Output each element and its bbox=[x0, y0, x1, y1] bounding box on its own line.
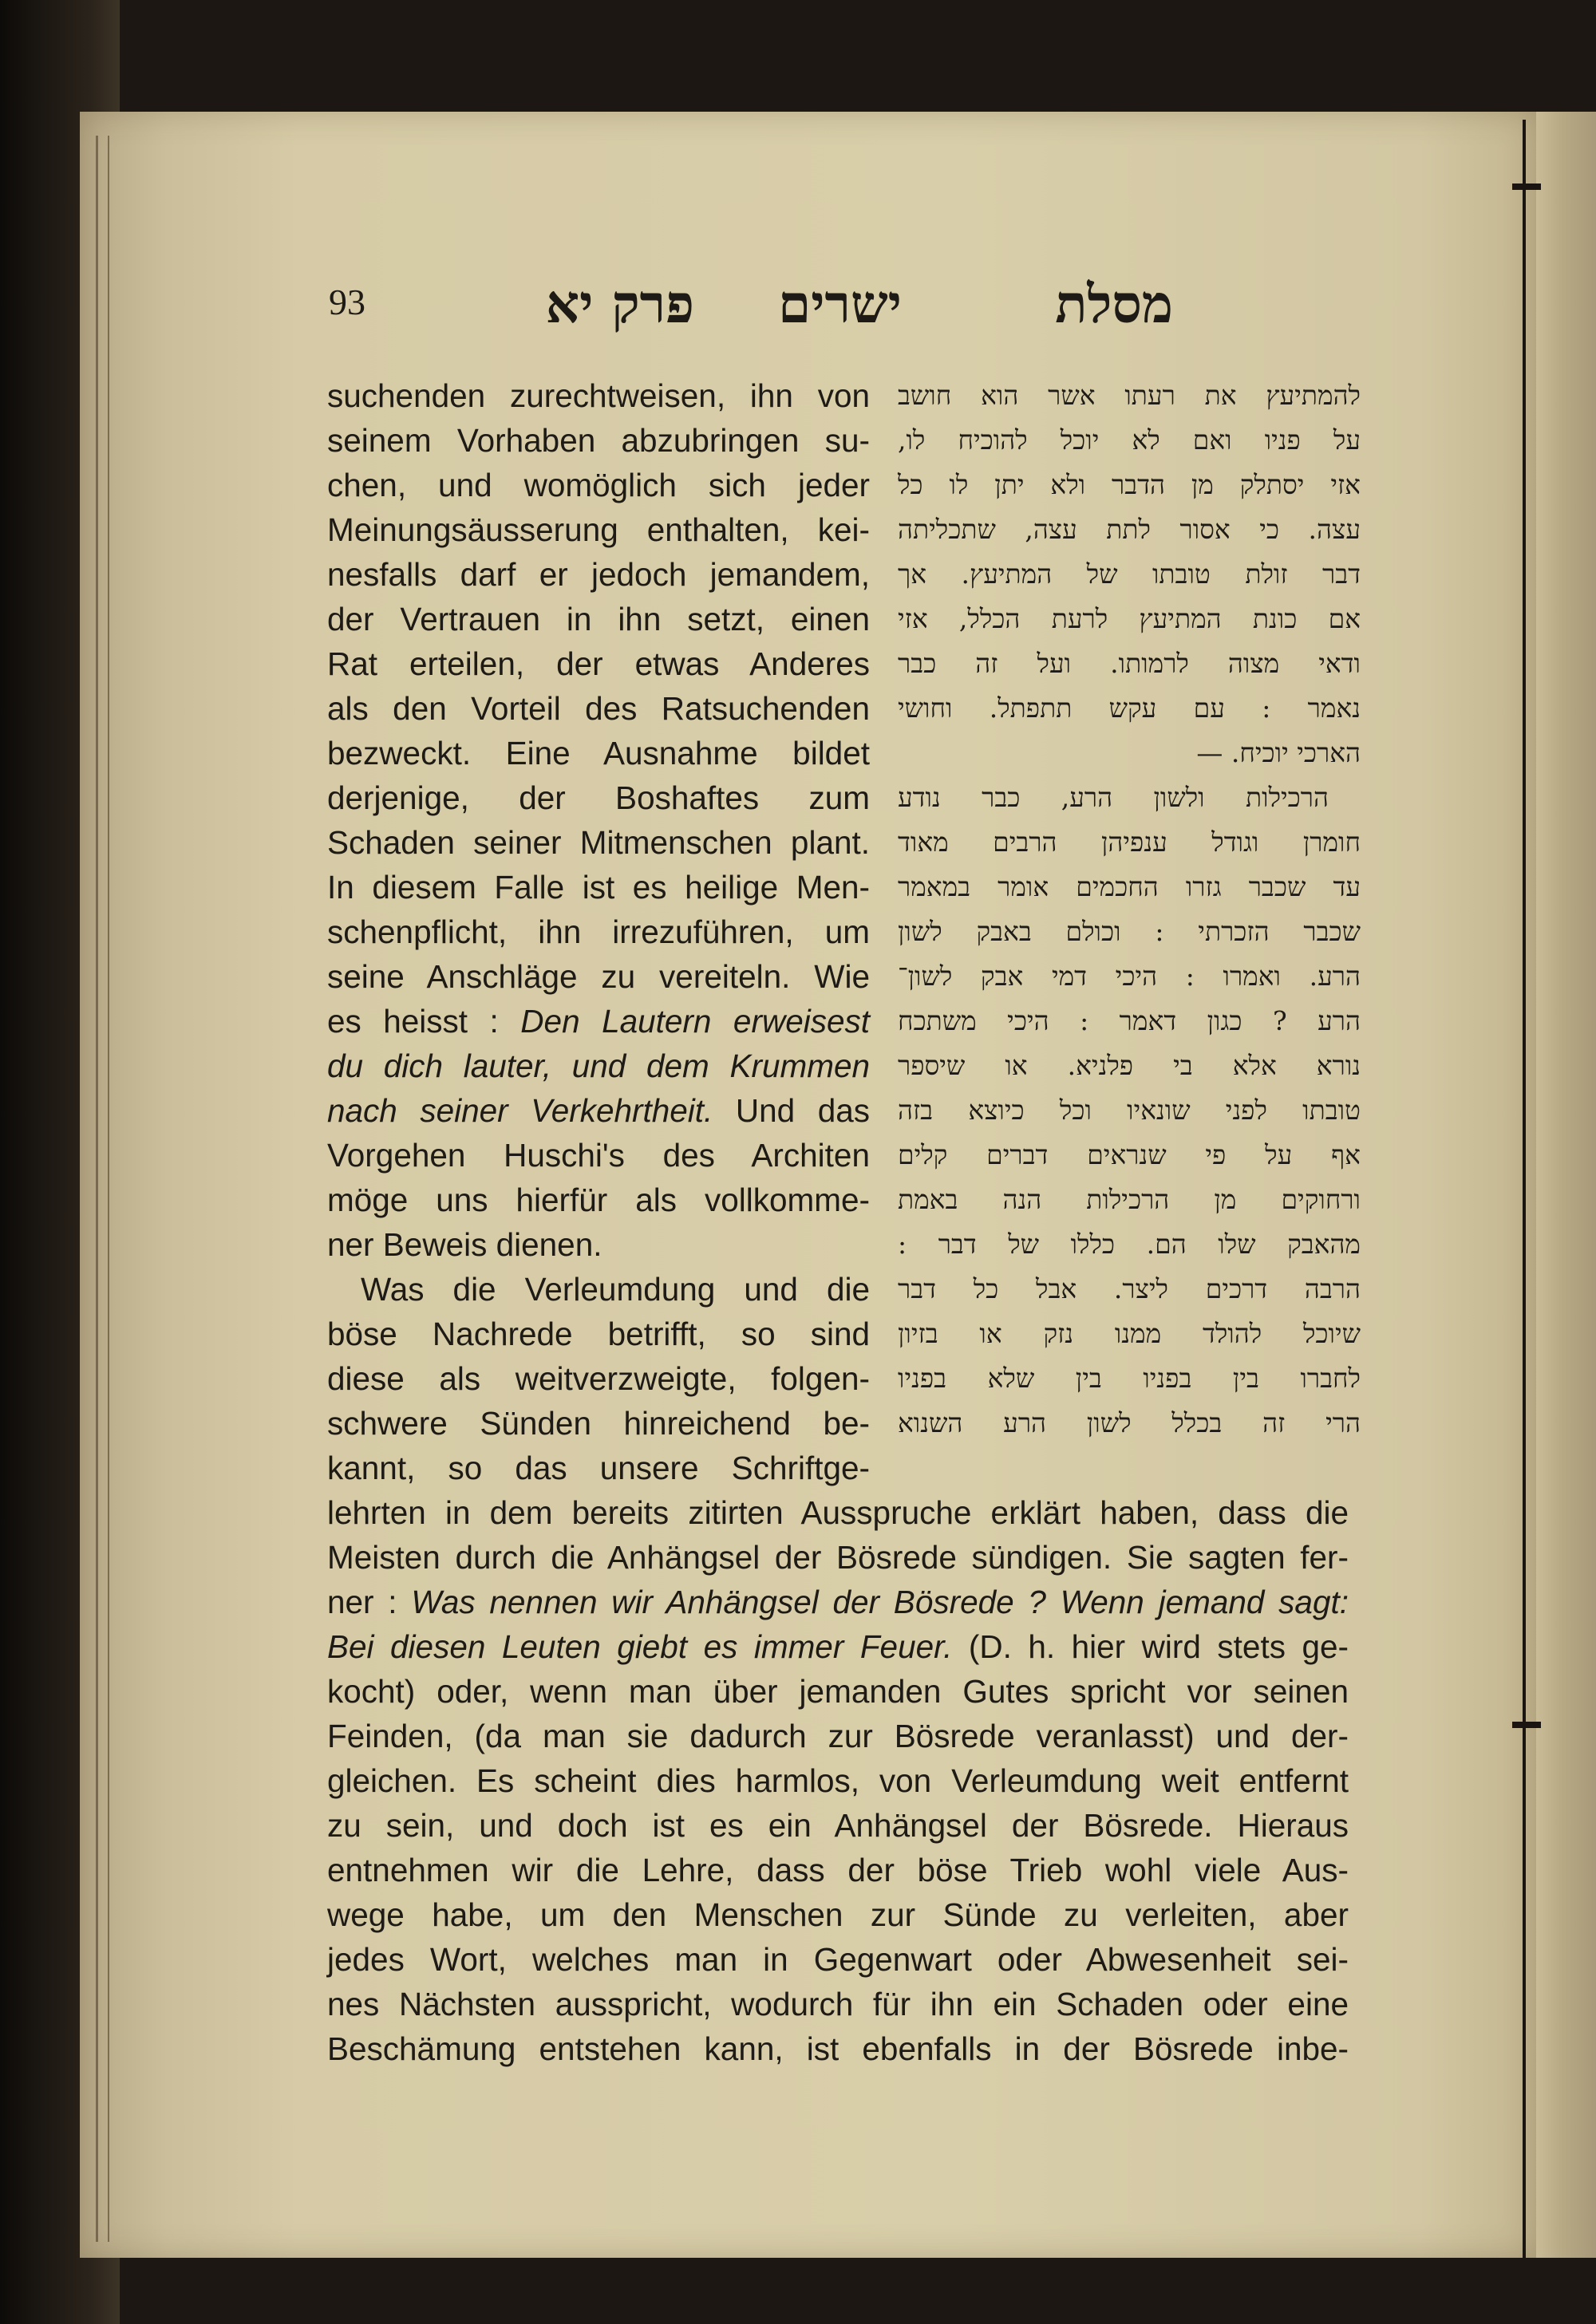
text-line: Meinungsäusserung enthalten, kei- bbox=[327, 511, 870, 548]
binding-line bbox=[96, 136, 98, 2242]
text-line: seine Anschläge zu vereiteln. Wie bbox=[327, 958, 870, 995]
text-line: bezweckt. Eine Ausnahme bildet bbox=[327, 735, 870, 771]
quote-line bbox=[327, 1044, 870, 1088]
quote-text: du dich lauter, und dem Krummen bbox=[327, 1048, 870, 1084]
running-title-mesillat: מסלת bbox=[1055, 273, 1173, 335]
hebrew-text-column bbox=[898, 373, 1361, 1446]
edge-tab-marker bbox=[1512, 183, 1541, 190]
quote-text: Den Lautern erweisest bbox=[520, 1003, 870, 1040]
hebrew-line: הארכי יוכיח. — bbox=[1196, 737, 1361, 768]
text-line: nes Nächsten ausspricht, wodurch für ihn ein Schaden oder eine bbox=[327, 1986, 1349, 2022]
text-fragment: ner : bbox=[327, 1584, 412, 1620]
text-line: schwere Sünden hinreichend be- bbox=[327, 1405, 870, 1442]
hebrew-line: עצה. כי אסור לתת עצה, שתכליתה bbox=[898, 514, 1361, 545]
text-line: möge uns hierfür als vollkomme- bbox=[327, 1182, 870, 1218]
hebrew-line: הרי זה בכלל לשון הרע השנוא bbox=[898, 1407, 1361, 1438]
page-right-border bbox=[1523, 120, 1526, 2258]
text-line: lehrten in dem bereits zitirten Ausspruche erklärt haben, dass die bbox=[327, 1494, 1349, 1531]
text-line: nesfalls darf er jedoch jemandem, bbox=[327, 556, 870, 593]
quote-text: nach seiner Verkehrtheit. bbox=[327, 1092, 713, 1129]
text-line: wege habe, um den Menschen zur Sünde zu verleiten, aber bbox=[327, 1896, 1349, 1933]
quote-line bbox=[327, 1088, 870, 1133]
text-line: Meisten durch die Anhängsel der Bösrede sündigen. Sie sagten fer- bbox=[327, 1539, 1349, 1576]
hebrew-line: לחברו בין בפניו בין שלא בפניו bbox=[898, 1363, 1361, 1394]
quote-line bbox=[327, 1580, 1349, 1624]
text-line: böse Nachrede betrifft, so sind bbox=[327, 1316, 870, 1352]
chapter-heading: פרק יא bbox=[545, 273, 694, 335]
text-line: zu sein, und doch ist es ein Anhängsel der Bösrede. Hieraus bbox=[327, 1807, 1349, 1844]
hebrew-line: נאמר : עם עקש תתפתל. וחושי bbox=[898, 692, 1361, 724]
page-stack-edge-right bbox=[1536, 112, 1596, 2258]
hebrew-line: חומרן וגודל ענפיהן הרבים מאוד bbox=[898, 827, 1361, 858]
text-line: gleichen. Es scheint dies harmlos, von Verleumdung weit entfernt bbox=[327, 1762, 1349, 1799]
text-line: als den Vorteil des Ratsuchenden bbox=[327, 690, 870, 727]
text-line: der Vertrauen in ihn setzt, einen bbox=[327, 601, 870, 637]
text-line: Beschämung entstehen kann, ist ebenfalls in der Bösrede inbe- bbox=[327, 2030, 1349, 2067]
hebrew-line: ודאי מצוה לרמותו. ועל זה כבר bbox=[898, 648, 1361, 679]
text-line: Vorgehen Huschi's des Architen bbox=[327, 1137, 870, 1174]
text-line: seinem Vorhaben abzubringen su- bbox=[327, 422, 870, 459]
hebrew-line: להמתיעץ את רעתו אשר הוא חושב bbox=[898, 380, 1361, 411]
hebrew-line: אם כונת המתיעץ לרעת הכלל, אזי bbox=[898, 603, 1361, 634]
quote-line bbox=[327, 1624, 1349, 1669]
text-line: Schaden seiner Mitmenschen plant. bbox=[327, 824, 870, 861]
hebrew-line: הרע. ואמרו : היכי דמי אבק לשון־ bbox=[898, 961, 1361, 992]
page-number: 93 bbox=[329, 282, 365, 322]
text-fragment: (D. h. hier wird stets ge- bbox=[952, 1628, 1349, 1665]
text-line: entnehmen wir die Lehre, dass der böse Trieb wohl viele Aus- bbox=[327, 1852, 1349, 1888]
german-full-width-text bbox=[327, 1490, 1349, 2071]
text-line: kocht) oder, wenn man über jemanden Gutes spricht vor seinen bbox=[327, 1673, 1349, 1710]
running-title-yesharim: ישרים bbox=[778, 273, 902, 335]
text-line: ner Beweis dienen. bbox=[327, 1226, 602, 1263]
hebrew-line: אזי יסתלק מן הדבר ולא יתן לו כל bbox=[898, 469, 1361, 500]
hebrew-line: שיוכל להולד ממנו נזק או בזיון bbox=[898, 1318, 1361, 1349]
text-line: kannt, so das unsere Schriftge- bbox=[327, 1450, 870, 1486]
edge-tab-marker bbox=[1512, 1722, 1541, 1728]
text-line: Feinden, (da man sie dadurch zur Bösrede veranlasst) und der- bbox=[327, 1718, 1349, 1754]
quote-line bbox=[327, 999, 870, 1044]
text-line: In diesem Falle ist es heilige Men- bbox=[327, 869, 870, 906]
text-line: diese als weitverzweigte, folgen- bbox=[327, 1360, 870, 1397]
quote-text: Was nennen wir Anhängsel der Bösrede ? Wenn jemand sagt: bbox=[411, 1584, 1349, 1620]
hebrew-line: דבר זולת טובתו של המתיעץ. אך bbox=[898, 558, 1361, 590]
text-line: Rat erteilen, der etwas Anderes bbox=[327, 645, 870, 682]
hebrew-line: הרע ? כגון דאמר : היכי משתכח bbox=[898, 1005, 1361, 1036]
hebrew-line: ורחוקים מן הרכילות הנה באמת bbox=[898, 1184, 1361, 1215]
text-line: jedes Wort, welches man in Gegenwart oder Abwesenheit sei- bbox=[327, 1941, 1349, 1978]
hebrew-line: אף על פי שנראים דברים קלים bbox=[898, 1139, 1361, 1170]
text-fragment: Und das bbox=[713, 1092, 870, 1129]
text-line: suchenden zurechtweisen, ihn von bbox=[327, 377, 870, 414]
text-line: chen, und womöglich sich jeder bbox=[327, 467, 870, 503]
text-line: schenpflicht, ihn irrezuführen, um bbox=[327, 913, 870, 950]
text-line: derjenige, der Boshaftes zum bbox=[327, 779, 870, 816]
binding-line bbox=[108, 136, 109, 2242]
quote-intro: es heisst : bbox=[327, 1003, 521, 1040]
hebrew-line: הרבה דרכים ליצר. אבל כל דבר bbox=[898, 1273, 1361, 1304]
hebrew-line: נורא אלא בי פלניא. או שיספר bbox=[898, 1050, 1361, 1081]
hebrew-line: שכבר הזכרתי : וכולם באבק לשון bbox=[898, 916, 1361, 947]
quote-text: Bei diesen Leuten giebt es immer Feuer. bbox=[327, 1628, 953, 1665]
hebrew-line: טובתו לפני שונאיו וכל כיוצא בזה bbox=[898, 1095, 1361, 1126]
hebrew-line: עד שכבר גזרו החכמים אומר במאמר bbox=[898, 871, 1361, 902]
paragraph-start-line: Was die Verleumdung und die bbox=[361, 1271, 870, 1308]
hebrew-paragraph-start: הרכילות ולשון הרע, כבר נודע bbox=[898, 782, 1329, 813]
hebrew-line: על פניו ואם לא יוכל להוכיח לו, bbox=[898, 424, 1361, 456]
hebrew-line: מהאבק שלו הם. כללו של דבר : bbox=[898, 1229, 1361, 1260]
german-text-column bbox=[327, 373, 870, 1490]
